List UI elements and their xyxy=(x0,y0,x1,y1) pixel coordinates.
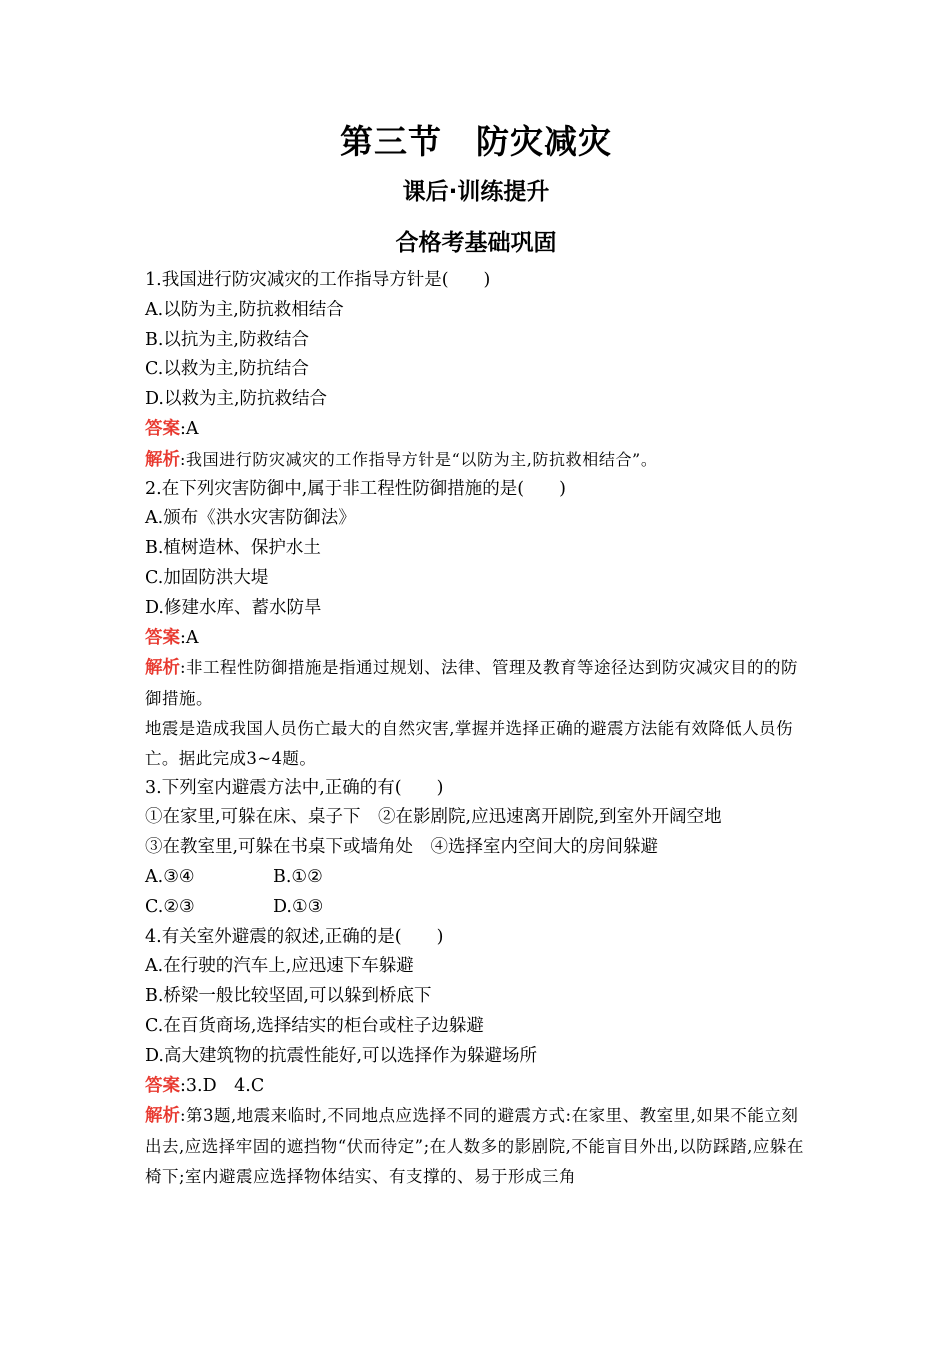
question-4-option-b: B.桥梁一般比较坚固,可以躲到桥底下 xyxy=(145,986,432,1007)
question-3-option-a: A.③④ xyxy=(145,866,195,887)
question-2-option-b: B.植树造林、保护水土 xyxy=(145,538,321,559)
document-body xyxy=(145,266,810,1192)
question-1-answer xyxy=(145,415,810,445)
analysis-text: :第3题,地震来临时,不同地点应选择不同的避震方式:在家里、教室里,如果不能立刻出去,应选择牢固的遮挡物“伏而待定”;在人数多的影剧院,不能盲目外出,以防踩踏,应躲在椅下;室内避震应选择物体结实、有支撑的、易于形成三角 xyxy=(145,1106,804,1186)
question-1-stem: 1.我国进行防灾减灾的工作指导方针是( ) xyxy=(145,270,491,290)
question-3-item-line-1: ①在家里,可躲在床、桌子下 ②在影剧院,应迅速离开剧院,到室外开阔空地 xyxy=(145,807,722,828)
question-2-answer xyxy=(145,624,810,654)
answer-label: 答案 xyxy=(145,627,180,648)
page-title: 第三节 防灾减灾 xyxy=(340,122,612,161)
question-2-option-c: C.加固防洪大堤 xyxy=(145,567,269,588)
question-2-stem: 2.在下列灾害防御中,属于非工程性防御措施的是( ) xyxy=(145,478,566,499)
answer-label: 答案 xyxy=(145,418,180,439)
page-subtitle: 课后·训练提升 xyxy=(402,179,550,205)
question-3-option-d: D.①③ xyxy=(273,896,324,917)
question-1-analysis xyxy=(145,445,810,475)
analysis-label: 解析 xyxy=(145,449,180,470)
question-3-item-line-2: ③在教室里,可躲在书桌下或墙角处 ④选择室内空间大的房间躲避 xyxy=(145,837,659,858)
question-3-stem: 3.下列室内避震方法中,正确的有( ) xyxy=(145,777,444,798)
question-1-option-c: C.以救为主,防抗结合 xyxy=(145,359,309,380)
question-3-options-row-1 xyxy=(145,863,810,893)
question-2-option-d: D.修建水库、蓄水防旱 xyxy=(145,597,322,618)
question-4-stem: 4.有关室外避震的叙述,正确的是( ) xyxy=(145,926,444,947)
analysis-label: 解析 xyxy=(145,1106,180,1127)
answer-label: 答案 xyxy=(145,1075,180,1096)
question-1-option-a: A.以防为主,防抗救相结合 xyxy=(145,299,344,320)
question-3-option-b: B.①② xyxy=(273,866,323,887)
answer-value: :A xyxy=(180,418,199,439)
questions-3-4-intro: 地震是造成我国人员伤亡最大的自然灾害,掌握并选择正确的避震方法能有效降低人员伤亡。据此完成3~4题。 xyxy=(145,718,793,768)
question-4-option-a: A.在行驶的汽车上,应迅速下车躲避 xyxy=(145,956,414,977)
question-2-analysis xyxy=(145,653,810,714)
question-4-option-c: C.在百货商场,选择结实的柜台或柱子边躲避 xyxy=(145,1015,484,1036)
questions-3-4-answer xyxy=(145,1072,810,1102)
section-heading: 合格考基础巩固 xyxy=(395,230,557,256)
question-2-option-a: A.颁布《洪水灾害防御法》 xyxy=(145,508,356,529)
answer-value: :3.D 4.C xyxy=(180,1075,265,1096)
question-3-option-c: C.②③ xyxy=(145,896,195,917)
analysis-text: :非工程性防御措施是指通过规划、法律、管理及教育等途径达到防灾减灾目的的防御措施。 xyxy=(145,658,799,709)
question-1-option-d: D.以救为主,防抗救结合 xyxy=(145,389,328,410)
question-1-option-b: B.以抗为主,防救结合 xyxy=(145,329,309,350)
question-4-option-d: D.高大建筑物的抗震性能好,可以选择作为躲避场所 xyxy=(145,1045,538,1066)
analysis-text: :我国进行防灾减灾的工作指导方针是“以防为主,防抗救相结合”。 xyxy=(180,449,658,469)
question-3-options-row-2 xyxy=(145,893,810,923)
analysis-label: 解析 xyxy=(145,658,180,679)
answer-value: :A xyxy=(180,627,199,648)
questions-3-4-analysis xyxy=(145,1101,810,1191)
